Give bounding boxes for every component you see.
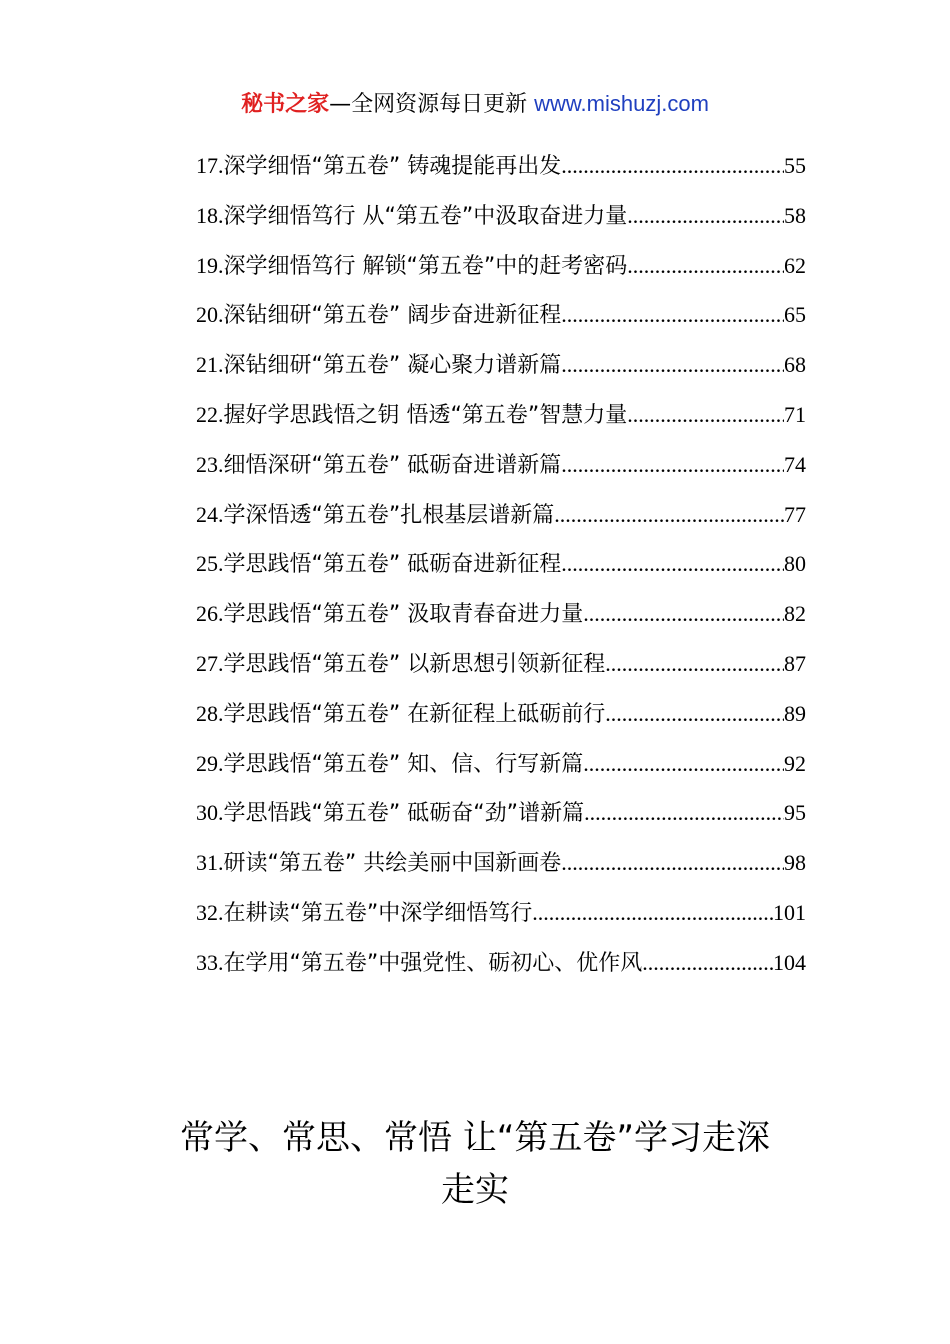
page-header <box>0 88 950 121</box>
toc-leader-dots <box>561 297 784 333</box>
toc-page-number: 95 <box>784 800 806 826</box>
toc-number: 18. <box>196 202 224 228</box>
toc-title: 深学细悟“第五卷” 铸魂提能再出发 <box>223 154 562 179</box>
toc-leader-dots <box>532 895 773 931</box>
header-url-link[interactable]: www.mishuzj.com <box>534 91 709 116</box>
toc-page-number: 104 <box>773 949 806 975</box>
toc-title: 深钻细研“第五卷” 阔步奋进新征程 <box>223 303 562 329</box>
toc-entry-26[interactable] <box>196 596 806 646</box>
toc-title: 在学用“第五卷”中强党性、砺初心、优作风 <box>223 950 643 976</box>
toc-page-number: 65 <box>784 302 806 328</box>
toc-title: 学思践悟“第五卷” 在新征程上砥砺前行 <box>223 701 606 727</box>
toc-title: 学思悟践“第五卷” 砥砺奋“劲”谱新篇 <box>223 801 585 827</box>
toc-number: 29. <box>196 750 224 776</box>
table-of-contents <box>196 148 806 995</box>
section-heading-line-2: 走实 <box>441 1170 509 1210</box>
toc-number: 31. <box>196 850 224 876</box>
toc-title: 深学细悟笃行 解锁“第五卷”中的赶考密码 <box>223 253 628 279</box>
toc-leader-dots <box>561 447 784 483</box>
toc-page-number: 89 <box>784 700 806 726</box>
toc-entry-27[interactable] <box>196 646 806 696</box>
toc-title: 在耕读“第五卷”中深学细悟笃行 <box>223 900 533 926</box>
toc-page-number: 74 <box>784 451 806 477</box>
toc-title: 深学细悟笃行 从“第五卷”中汲取奋进力量 <box>223 203 628 229</box>
toc-leader-dots <box>583 746 784 782</box>
toc-title: 学思践悟“第五卷” 以新思想引领新征程 <box>223 651 606 677</box>
toc-leader-dots <box>605 646 784 682</box>
header-brand: 秘书之家 <box>241 92 330 117</box>
toc-page-number: 71 <box>784 401 806 427</box>
toc-leader-dots <box>605 696 784 732</box>
toc-entry-29[interactable] <box>196 746 806 796</box>
toc-number: 22. <box>196 401 224 427</box>
toc-page-number: 92 <box>784 750 806 776</box>
toc-title: 握好学思践悟之钥 悟透“第五卷”智慧力量 <box>223 402 628 428</box>
toc-entry-24[interactable] <box>196 497 806 547</box>
toc-number: 28. <box>196 700 224 726</box>
toc-entry-19[interactable] <box>196 248 806 298</box>
toc-page-number: 101 <box>773 899 806 925</box>
toc-page-number: 55 <box>784 153 806 178</box>
toc-page-number: 80 <box>784 551 806 577</box>
toc-entry-32[interactable] <box>196 895 806 945</box>
toc-leader-dots <box>584 795 784 831</box>
toc-entry-33[interactable] <box>196 945 806 995</box>
toc-entry-21[interactable] <box>196 347 806 397</box>
toc-entry-31[interactable] <box>196 845 806 895</box>
toc-number: 26. <box>196 601 224 627</box>
toc-leader-dots <box>561 845 784 881</box>
toc-number: 20. <box>196 302 224 328</box>
toc-number: 19. <box>196 252 224 278</box>
toc-number: 27. <box>196 650 224 676</box>
toc-leader-dots <box>642 945 773 981</box>
toc-leader-dots <box>561 347 784 383</box>
toc-leader-dots <box>627 248 784 284</box>
toc-number: 23. <box>196 451 224 477</box>
toc-title: 学思践悟“第五卷” 砥砺奋进新征程 <box>223 552 562 578</box>
toc-entry-28[interactable] <box>196 696 806 746</box>
toc-page-number: 98 <box>784 850 806 876</box>
toc-title: 深钻细研“第五卷” 凝心聚力谱新篇 <box>223 353 562 379</box>
toc-number: 30. <box>196 800 224 826</box>
toc-entry-23[interactable] <box>196 447 806 497</box>
toc-leader-dots <box>554 497 784 533</box>
toc-title: 学思践悟“第五卷” 汲取青春奋进力量 <box>223 602 584 628</box>
toc-entry-20[interactable] <box>196 297 806 347</box>
toc-leader-dots <box>583 596 784 632</box>
toc-number: 24. <box>196 501 224 527</box>
toc-number: 17. <box>196 153 224 178</box>
toc-leader-dots <box>561 148 784 184</box>
toc-page-number: 62 <box>784 252 806 278</box>
toc-page-number: 58 <box>784 202 806 228</box>
section-heading-line-1: 常学、常思、常悟 让“第五卷”学习走深 <box>179 1118 771 1158</box>
toc-page-number: 68 <box>784 352 806 378</box>
toc-page-number: 77 <box>784 501 806 527</box>
toc-entry-18[interactable] <box>196 198 806 248</box>
toc-number: 33. <box>196 949 224 975</box>
toc-title: 研读“第五卷” 共绘美丽中国新画卷 <box>223 851 562 877</box>
toc-number: 25. <box>196 551 224 577</box>
toc-leader-dots <box>561 546 784 582</box>
toc-title: 学深悟透“第五卷”扎根基层谱新篇 <box>223 502 555 528</box>
toc-number: 21. <box>196 352 224 378</box>
toc-entry-25[interactable] <box>196 546 806 596</box>
toc-entry-30[interactable] <box>196 795 806 845</box>
toc-entry-17[interactable] <box>196 148 806 198</box>
toc-leader-dots <box>627 198 784 234</box>
toc-page-number: 87 <box>784 650 806 676</box>
toc-page-number: 82 <box>784 601 806 627</box>
toc-title: 细悟深研“第五卷” 砥砺奋进谱新篇 <box>223 452 562 478</box>
section-heading <box>130 1112 820 1216</box>
toc-leader-dots <box>627 397 784 433</box>
toc-number: 32. <box>196 899 224 925</box>
header-tagline: —全网资源每日更新 <box>329 92 535 117</box>
toc-entry-22[interactable] <box>196 397 806 447</box>
toc-title: 学思践悟“第五卷” 知、信、行写新篇 <box>223 751 584 777</box>
